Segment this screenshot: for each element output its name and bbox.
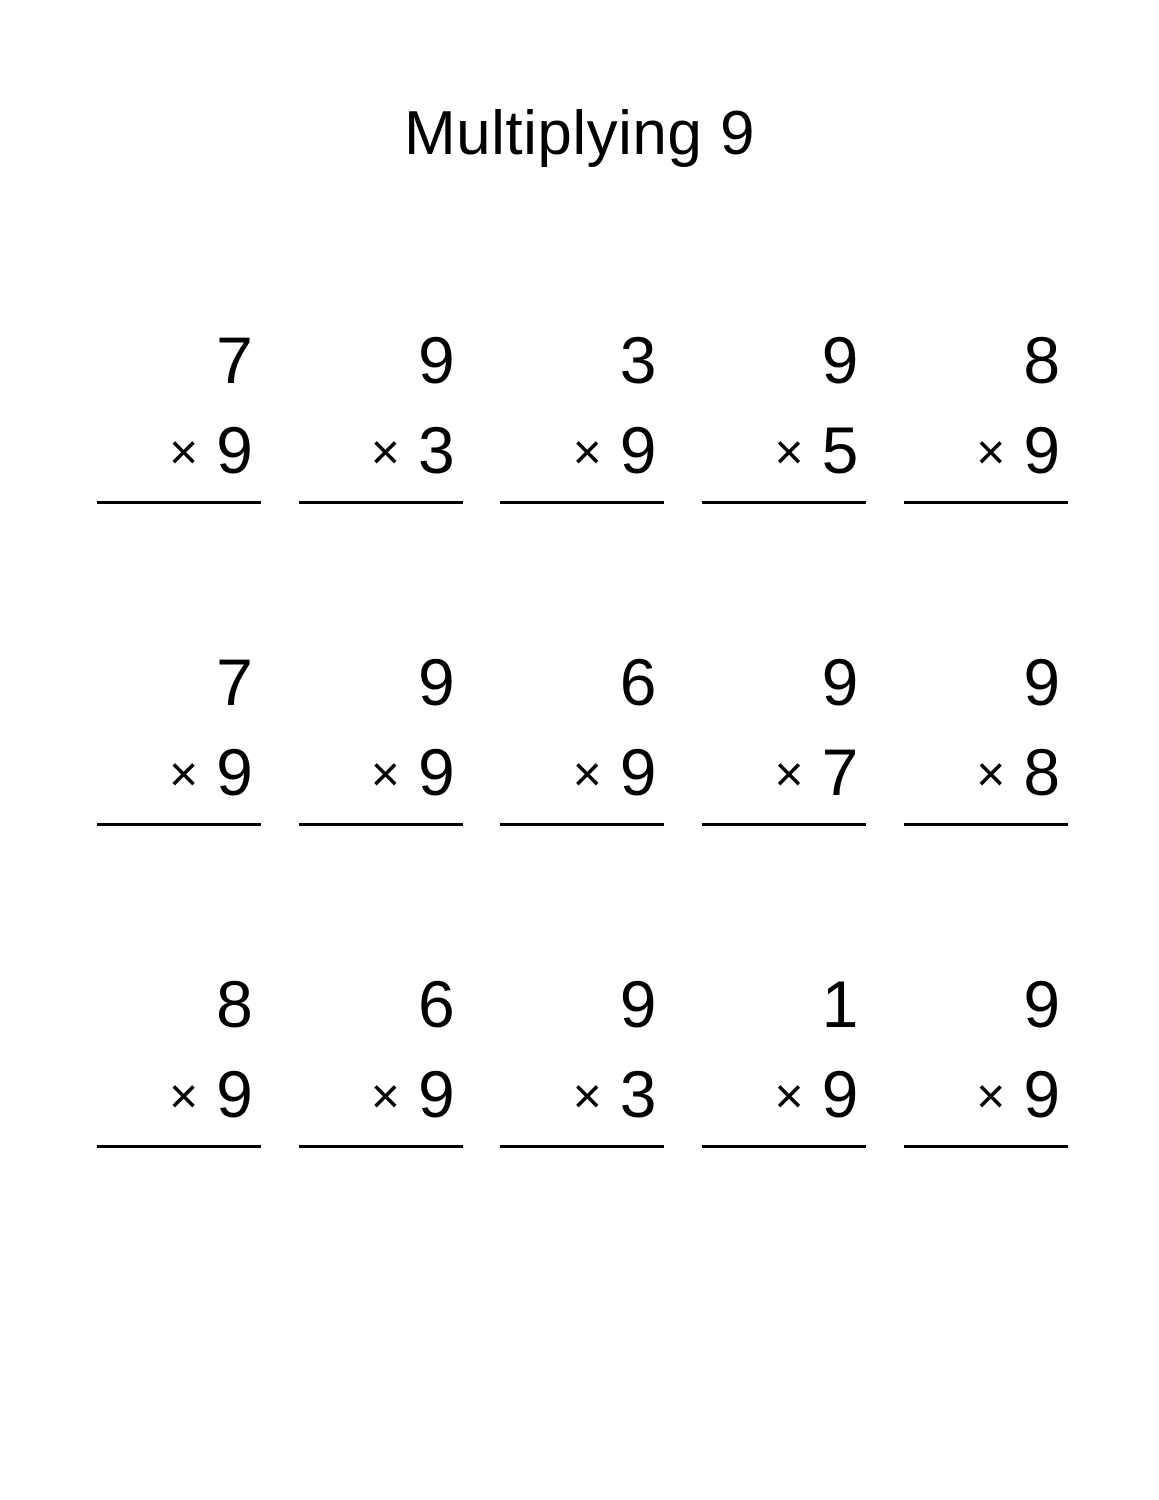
multiplicand: 9 (1023, 967, 1061, 1041)
problem-item (280, 645, 482, 826)
multiplier: 9 (216, 735, 253, 809)
page-title: Multiplying 9 (403, 99, 756, 168)
problem-item (683, 645, 885, 826)
problem-item (482, 967, 684, 1148)
answer-rule (702, 501, 866, 504)
problem-item (280, 967, 482, 1148)
multiplicand: 8 (216, 967, 253, 1041)
multiplicand: 9 (821, 645, 859, 719)
multiply-icon: × (976, 1068, 1006, 1124)
multiplicand: 7 (216, 323, 253, 397)
multiplicand: 9 (619, 967, 657, 1041)
multiplier: 9 (417, 735, 455, 809)
multiply-icon: × (774, 1068, 804, 1124)
answer-rule (904, 501, 1068, 504)
multiply-icon: × (572, 1068, 602, 1124)
multiplier-row (500, 413, 664, 487)
answer-rule (904, 1145, 1068, 1148)
multiplier-row (97, 413, 261, 487)
multiply-icon: × (976, 424, 1006, 480)
multiplier-row (299, 735, 463, 809)
problem-item (683, 967, 885, 1148)
problem-item (280, 323, 482, 504)
answer-rule (299, 823, 463, 826)
multiplier-row (97, 735, 261, 809)
multiply-icon: × (168, 746, 199, 802)
answer-rule (97, 1145, 261, 1148)
multiplier-row (500, 1057, 664, 1131)
problem-item (78, 323, 280, 504)
multiplicand: 6 (417, 967, 455, 1041)
multiplier-row (702, 413, 866, 487)
multiply-icon: × (774, 424, 804, 480)
multiplier: 3 (619, 1057, 657, 1131)
multiplicand: 9 (1023, 645, 1061, 719)
multiplicand: 9 (821, 323, 859, 397)
multiply-icon: × (572, 424, 602, 480)
multiplier-row (904, 735, 1068, 809)
multiplier: 9 (216, 1057, 253, 1131)
multiplicand: 6 (619, 645, 657, 719)
answer-rule (500, 823, 664, 826)
multiply-icon: × (370, 424, 400, 480)
problem-item (78, 967, 280, 1148)
multiplier-row (299, 1057, 463, 1131)
problem-item (482, 645, 684, 826)
problem-item (78, 645, 280, 826)
multiply-icon: × (774, 746, 804, 802)
multiply-icon: × (168, 1068, 199, 1124)
multiplicand: 1 (821, 967, 859, 1041)
problem-item (885, 645, 1087, 826)
multiply-icon: × (572, 746, 602, 802)
multiplier-row (904, 1057, 1068, 1131)
answer-rule (702, 1145, 866, 1148)
multiplier: 9 (1023, 413, 1061, 487)
multiplier-row (299, 413, 463, 487)
multiplier: 9 (821, 1057, 859, 1131)
answer-rule (97, 823, 261, 826)
problem-item (885, 967, 1087, 1148)
multiplier-row (904, 413, 1068, 487)
multiplier-row (500, 735, 664, 809)
multiplier: 3 (417, 413, 455, 487)
multiplicand: 9 (417, 323, 455, 397)
multiplicand: 9 (417, 645, 455, 719)
problem-item (683, 323, 885, 504)
multiplier: 7 (821, 735, 859, 809)
multiplier: 9 (417, 1057, 455, 1131)
multiplier: 8 (1023, 735, 1061, 809)
answer-rule (904, 823, 1068, 826)
answer-rule (702, 823, 866, 826)
answer-rule (299, 501, 463, 504)
multiplicand: 3 (619, 323, 657, 397)
multiplier-row (702, 735, 866, 809)
problem-item (482, 323, 684, 504)
multiplier: 9 (619, 413, 657, 487)
multiplier: 9 (619, 735, 657, 809)
multiply-icon: × (976, 746, 1006, 802)
answer-rule (97, 501, 261, 504)
multiplicand: 7 (216, 645, 253, 719)
multiply-icon: × (370, 746, 400, 802)
multiply-icon: × (168, 424, 199, 480)
multiplier: 5 (821, 413, 859, 487)
answer-rule (500, 501, 664, 504)
answer-rule (500, 1145, 664, 1148)
multiplier: 9 (216, 413, 253, 487)
multiplicand: 8 (1023, 323, 1061, 397)
problem-grid (0, 323, 1159, 1148)
problem-item (885, 323, 1087, 504)
multiplier-row (702, 1057, 866, 1131)
multiplier: 9 (1023, 1057, 1061, 1131)
answer-rule (299, 1145, 463, 1148)
multiply-icon: × (370, 1068, 400, 1124)
multiplier-row (97, 1057, 261, 1131)
